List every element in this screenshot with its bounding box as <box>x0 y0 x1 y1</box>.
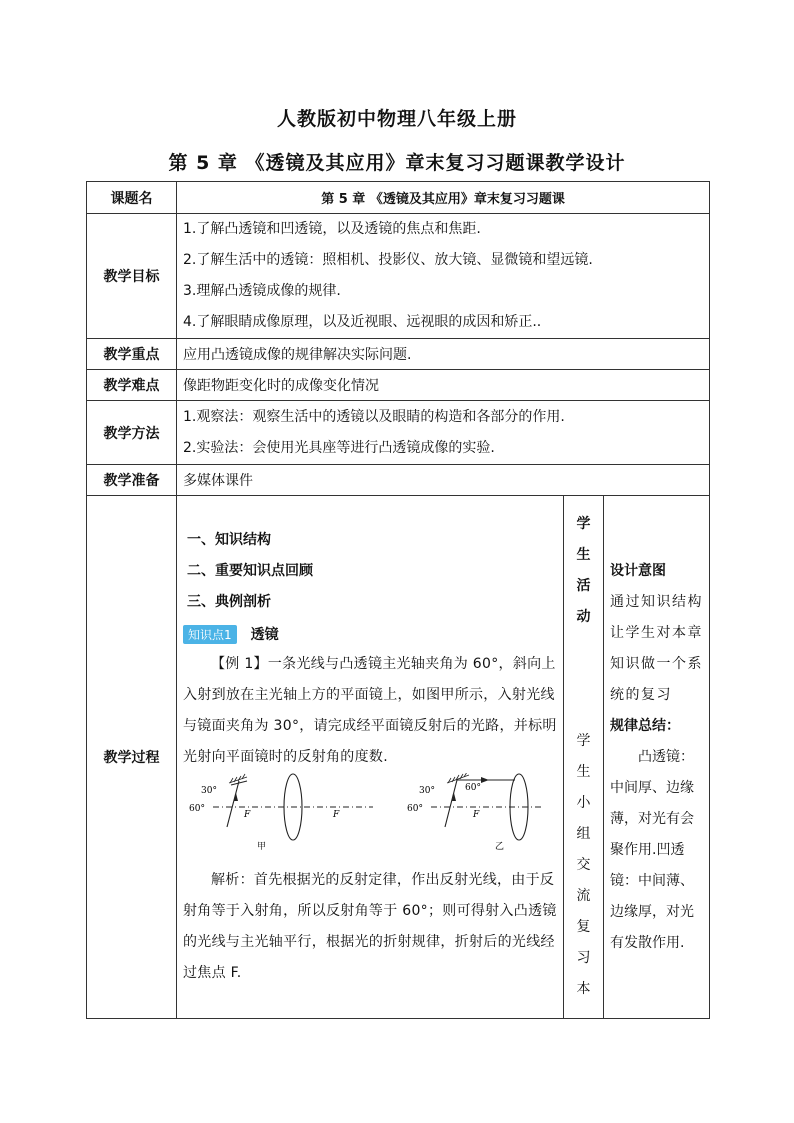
label-prep: 教学准备 <box>87 465 177 496</box>
example-text: 【例 1】一条光线与凸透镜主光轴夹角为 60°，斜向上入射到放在主光轴上方的平面镜上，如图甲所示，入射光线与镜面夹角为 30°，请完成经平面镜反射后的光路，并标明光射向平面镜时的反射角的度数. <box>183 656 557 765</box>
student-activity-column <box>564 496 604 1019</box>
figure-left <box>189 774 373 852</box>
student-char: 组 <box>576 826 591 842</box>
doc-title-line1: 人教版初中物理八年级上册 <box>276 108 517 130</box>
student-char: 小 <box>576 795 591 811</box>
row-topic <box>87 182 710 214</box>
row-prep <box>87 465 710 496</box>
ray-arrow <box>481 777 489 783</box>
value-prep: 多媒体课件 <box>177 465 710 496</box>
section-heading: 一、知识结构 <box>187 532 271 548</box>
incident-ray <box>227 781 239 827</box>
knowledge-point-badge: 知识点1 <box>183 625 237 644</box>
student-char: 本 <box>576 981 591 997</box>
rule-text: 凸透镜：中间厚、边缘薄，对光有会聚作用.凹透镜：中间薄、边缘厚，对光有发散作用. <box>610 748 694 951</box>
student-char: 动 <box>576 609 591 625</box>
student-char: 复 <box>576 919 591 935</box>
design-text: 通过知识结构让学生对本章知识做一个系统的复习 <box>610 593 703 703</box>
student-char <box>564 664 603 695</box>
design-intent-column <box>604 496 710 1019</box>
value-topic: 第 5 章 《透镜及其应用》章末复习习题课 <box>177 182 710 214</box>
student-char <box>564 695 603 726</box>
row-difficulty <box>87 370 710 401</box>
goal-item: 2.了解生活中的透镜：照相机、投影仪、放大镜、显微镜和望远镜. <box>183 252 593 268</box>
student-char: 学 <box>576 516 591 532</box>
focus-label: F <box>333 810 340 820</box>
student-char: 生 <box>576 547 591 563</box>
label-process: 教学过程 <box>87 496 177 1019</box>
label-key: 教学重点 <box>87 339 177 370</box>
row-key <box>87 339 710 370</box>
label-topic: 课题名 <box>87 182 177 214</box>
rule-header: 规律总结： <box>610 717 680 734</box>
process-content <box>177 496 564 1019</box>
section-heading: 三、典例剖析 <box>187 594 271 610</box>
lesson-plan-table <box>86 181 710 1019</box>
student-char: 交 <box>576 857 591 873</box>
row-process <box>87 496 710 1019</box>
row-goals <box>87 214 710 339</box>
knowledge-point-title: 透镜 <box>250 627 279 643</box>
goal-item: 1.了解凸透镜和凹透镜，以及透镜的焦点和焦距. <box>183 221 481 237</box>
goal-item: 4.了解眼睛成像原理，以及近视眼、远视眼的成因和矫正.. <box>183 314 542 330</box>
focus-label: F <box>473 810 480 820</box>
student-char: 学 <box>576 733 591 749</box>
figure-caption: 甲 <box>257 842 267 852</box>
section-heading: 二、重要知识点回顾 <box>187 563 313 579</box>
incident-ray <box>445 780 457 827</box>
value-goals <box>177 214 710 339</box>
doc-title-line2: 第 5 章 《透镜及其应用》章末复习习题课教学设计 <box>168 152 626 174</box>
angle-label: 30° <box>419 786 435 796</box>
knowledge-point <box>183 619 559 649</box>
method-item: 2.实验法：会使用光具座等进行凸透镜成像的实验. <box>183 439 495 456</box>
value-methods <box>177 401 710 465</box>
design-header: 设计意图 <box>610 562 666 579</box>
student-char <box>564 633 603 664</box>
optics-figure <box>183 773 559 865</box>
goal-item: 3.理解凸透镜成像的规律. <box>183 283 341 299</box>
angle-label: 60° <box>465 783 481 793</box>
optics-diagram <box>183 773 563 865</box>
value-key: 应用凸透镜成像的规律解决实际问题. <box>177 339 710 370</box>
student-char: 流 <box>576 888 591 904</box>
angle-label: 60° <box>189 804 205 814</box>
label-goals: 教学目标 <box>87 214 177 339</box>
label-difficulty: 教学难点 <box>87 370 177 401</box>
student-char: 活 <box>576 578 591 594</box>
student-char: 生 <box>576 764 591 780</box>
mirror-hatch <box>447 773 469 783</box>
focus-label: F <box>244 810 251 820</box>
row-methods <box>87 401 710 465</box>
angle-label: 60° <box>407 804 423 814</box>
method-item: 1.观察法：观察生活中的透镜以及眼睛的构造和各部分的作用. <box>183 408 565 425</box>
label-methods: 教学方法 <box>87 401 177 465</box>
figure-caption: 乙 <box>495 842 505 852</box>
angle-label: 30° <box>201 786 217 796</box>
student-char: 习 <box>576 950 591 966</box>
figure-right <box>407 773 543 852</box>
value-difficulty: 像距物距变化时的成像变化情况 <box>177 370 710 401</box>
analysis-text: 解析：首先根据光的反射定律，作出反射光线，由于反射角等于入射角，所以反射角等于 60°；则可得射入凸透镜的光线与主光轴平行，根据光的折射规律，折射后的光线经过焦点 F. <box>183 872 557 981</box>
